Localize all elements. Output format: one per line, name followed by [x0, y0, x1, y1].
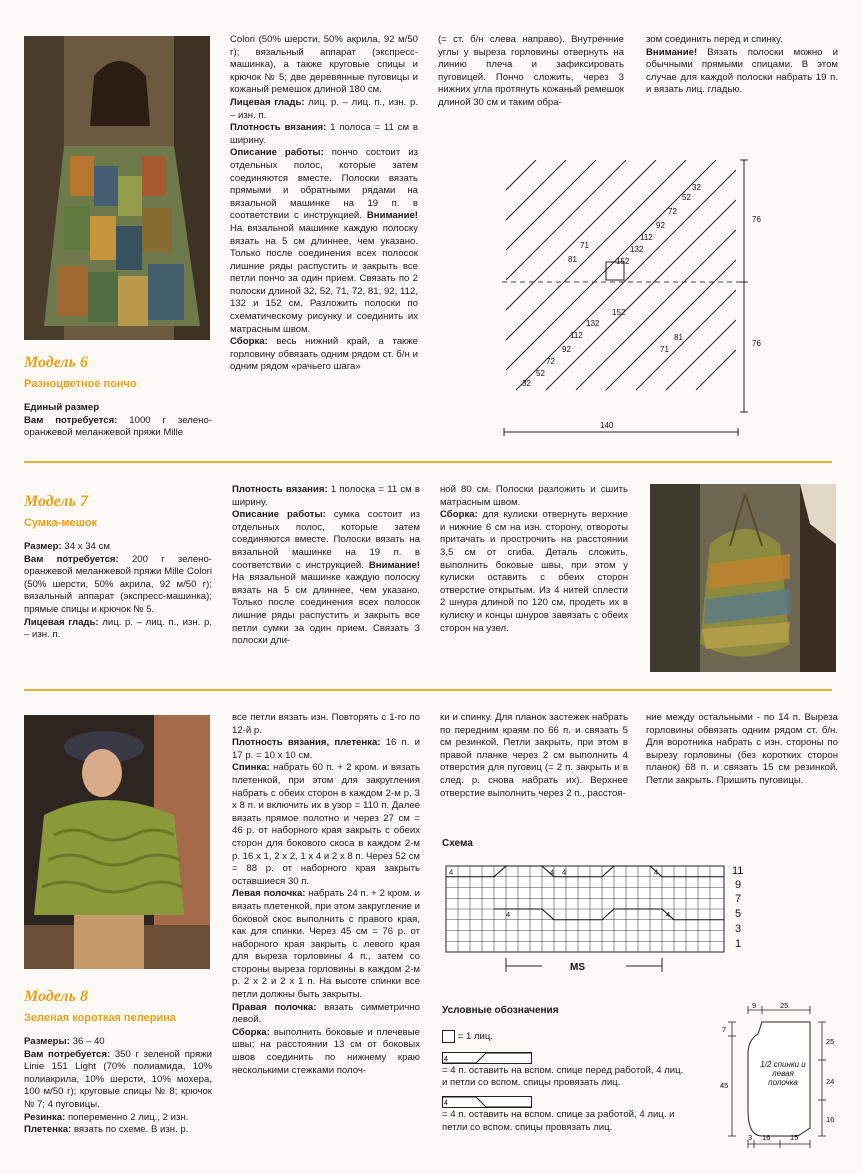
- col3-text: (= ст. б/н слева направо). Внутренние углы у выреза горловины отвернуть на линию плеча и зафиксировать пуговицей. Пончо сложить, через 3 нижних угла протянуть кожаный ремешок длиной 30 см и таким обра-: [438, 34, 624, 108]
- poncho-photo: [24, 36, 210, 340]
- need-label: Вам потребуется:: [24, 1048, 111, 1060]
- dim: 9: [752, 1001, 757, 1010]
- warn-text: На вязальной машинке каждую полоску вязать на 5 см длиннее, чем указано. Только после соединения всех полосок лишние ряды распустить и закрыть все петли сумки за один прием. Связать 3 полоски дли-: [232, 572, 420, 647]
- materials-text: Colori (50% шерсти, 50% акрила, 92 м/50 г); вязальный аппарат (экспресс-машинка), а также круговые спицы и крючок № 5; две деревянные пуговицы и кожаный ремешок длиной 180 см.: [230, 34, 418, 96]
- chart-cell: 4: [550, 867, 555, 877]
- model-6-col4: [646, 34, 838, 97]
- strip-label: 71: [580, 241, 589, 250]
- legend-row-2: [442, 1052, 688, 1090]
- warn-label: Внимание!: [368, 559, 420, 571]
- model-8-title: Модель 8: [24, 988, 88, 1005]
- need-label: Вам потребуется:: [24, 414, 118, 426]
- model-7-col3: [440, 484, 628, 635]
- model-8-col1: [24, 1036, 212, 1137]
- chart-cell: 4: [666, 910, 671, 919]
- left-label: Левая полочка:: [232, 888, 306, 900]
- model-8-col3: [440, 712, 628, 800]
- legend-row-3: [442, 1096, 688, 1134]
- cable-back-icon: [442, 1096, 532, 1108]
- left-text: набрать 24 п. + 2 кром. и вязать плетенкой, при этом закругление и боковой скос выполнить с правого края, как для спинки. Через 45 см = 76 р. от наборного края закрыть с левого края для выреза горловины 4 п., затем со стороны выреза горловины в каждом 2-м р. 2 х 2 и 2 х 1 п. На высоте спинки все петли должны быть закрыты.: [232, 888, 420, 1001]
- col3-text: ки и спинку. Для планок застежек набрать по передним краям по 66 п. и связать 5 см резинкой. Петли закрыть, при этом в правой планке через 2 см выполнить 4 отверстия для пуговиц (= 2 п. закрыть и в след. р. снова набрать их). Верхнее отверстие выполнить через 2 п., расстоя-: [440, 712, 628, 799]
- density-text: 16 п. и 17 р. = 10 х 10 см.: [232, 737, 420, 761]
- warn-text: На вязальной машинке каждую полоску вязать на 5 см длиннее, чем указано. Только после соединения всех полосок лишние ряды распустить и закрыть все петли пончо за один прием. Связать по 2 полоски длиной 32, 52, 71, 72, 81, 92, 112, 132 и 152 см. Разложить полоски по схематическому рисунку и соединить их матрасным швом.: [230, 222, 418, 335]
- face-text: лиц. р. – лиц. п., изн. р. – изн. п.: [230, 96, 418, 121]
- chart-cell: 4: [506, 910, 511, 919]
- strip-label: 81: [674, 333, 683, 342]
- legend-row-1: [442, 1030, 688, 1044]
- schema-label: Схема: [442, 838, 473, 849]
- back-text: набрать 60 п. + 2 кром. и вязать плетенкой, при этом для закругления набрать с обеих сторон в каждом 2-м р. 3 х 8 п. и включить их в узор = 110 п. Далее вязать прямое полотно и через 27 см = 46 р. от наборного края закрыть с обеих сторон для бокового скоса в каждом 2-м р. 16 х 1, 2 х 2, 1 х 4 и 2 х 8 п. Через 52 см = 88 р. от наборного края закрыть оставшиеся 30 п.: [232, 762, 420, 887]
- row-number: 11: [732, 865, 744, 877]
- col4-text: ние между остальными - по 14 п. Выреза горловины обвязать одним рядом ст. б/н. Для воротника набрать с изн. стороны по вырезу горловины (без коротких сторон планок) 68 п. и связать 15 см резинкой. Петли закрыть. Пришить пуговицы.: [646, 712, 838, 786]
- model-6-subtitle: Разноцветное пончо: [24, 378, 137, 390]
- strip-label: 112: [640, 233, 653, 242]
- need-text: 1000 г зелено-оранжевой меланжевой пряжи Mille: [24, 414, 212, 439]
- pattern-piece: [718, 1000, 848, 1148]
- strip-label: 92: [562, 345, 571, 354]
- strip-label: 132: [586, 319, 600, 328]
- model-7-subtitle: Сумка-мешок: [24, 517, 97, 529]
- size-label: Единый размер: [24, 402, 100, 413]
- chart-cell: 4: [449, 867, 454, 877]
- rib-label: Резинка:: [24, 1111, 66, 1123]
- density-label: Плотность вязания, плетенка:: [232, 737, 381, 749]
- dim: 45: [720, 1081, 729, 1090]
- dim: 15: [790, 1133, 799, 1142]
- need-text: 200 г зелено-оранжевой меланжевой пряжи Mille Colori (50% шерсти, 50% акрила, 92 м/50 г); вязальный аппарат (экспресс-машинка); прямые спицы и крючок № 5.: [24, 553, 212, 615]
- face-label: Лицевая гладь:: [230, 96, 305, 108]
- desc-text: пончо состоит из отдельных полос, которые затем соединяются вместе. Полоски вязать прямыми и обратными рядами на вязальной машинке на 19 п. в соответствии с инструкцией.: [230, 147, 418, 222]
- pattern-label: 1/2 спинки и левая полочка: [760, 1060, 806, 1087]
- strip-label: 71: [660, 345, 669, 354]
- strip-label: 32: [522, 379, 531, 388]
- model-6-col3: [438, 34, 624, 110]
- chart-cell: 4: [562, 867, 567, 877]
- dim: 24: [826, 1077, 835, 1086]
- assembly-text: для кулиски отвернуть верхние и нижние 6 см на изн. сторону, отвороты притачать и прострочить на расстоянии 3,5 см от сгиба. Деталь сложить, выполнить боковые швы, при этом у кулиски оставить с обеих сторон отверстие открытым. Из 4 нитей сплести 2 шнура длиной по 120 см, продеть их в кулиску и концы шнуров завязать с обеих сторон на узел.: [440, 509, 628, 634]
- dim: 25: [780, 1001, 789, 1010]
- model-6-title: Модель 6: [24, 354, 88, 371]
- density-label: Плотность вязания:: [232, 484, 328, 495]
- size-label: Размеры:: [24, 1036, 70, 1047]
- strip-label: 152: [612, 308, 626, 317]
- strip-label: 132: [630, 245, 644, 254]
- asm-label: Сборка:: [232, 1026, 270, 1038]
- size-label: Размер:: [24, 541, 62, 552]
- legend: [442, 1030, 688, 1134]
- strip-label: 72: [546, 357, 555, 366]
- knit-chart: [444, 860, 744, 990]
- assembly-label: Сборка:: [440, 509, 478, 521]
- size-text: 34 х 34 см: [64, 541, 110, 552]
- row-number: 5: [735, 908, 742, 920]
- model-7-col2: [232, 484, 420, 648]
- plait-text: вязать по схеме. В изн. р.: [73, 1124, 189, 1136]
- row-number: 9: [735, 879, 742, 891]
- right-text: вязать симметрично левой.: [232, 1001, 420, 1026]
- density-label: Плотность вязания:: [230, 122, 327, 134]
- strip-label: 92: [656, 221, 665, 230]
- cable-front-icon: [442, 1052, 532, 1064]
- rib-text: попеременно 2 лиц., 2 изн.: [67, 1111, 189, 1123]
- strip-label: 152: [616, 257, 630, 266]
- divider: [24, 461, 832, 463]
- assembly-label: Сборка:: [230, 336, 268, 348]
- need-label: Вам потребуется:: [24, 553, 119, 565]
- row-number: 7: [735, 893, 742, 905]
- desc-label: Описание работы:: [230, 147, 324, 159]
- model-7-col1: [24, 541, 212, 642]
- cape-photo: [24, 715, 210, 969]
- legend-sym-number: 4: [444, 1099, 448, 1107]
- model-8-col4: [646, 712, 838, 788]
- strip-label: 52: [682, 193, 691, 202]
- knit-square-icon: [442, 1030, 455, 1043]
- desc-label: Описание работы:: [232, 509, 326, 521]
- dim-height-top: 76: [752, 215, 761, 224]
- strip-label: 32: [692, 183, 701, 192]
- strip-label: 112: [570, 331, 583, 340]
- ms-label: MS: [570, 962, 585, 973]
- density-text: 1 полоса = 11 см в ширину.: [230, 122, 418, 146]
- density-text: 1 полоска = 11 см в ширину.: [232, 484, 420, 508]
- right-label: Правая полочка:: [232, 1001, 317, 1013]
- col2-text: все петли вязать изн. Повторять с 1-го по 12-й р.: [232, 712, 420, 736]
- plait-label: Плетенка:: [24, 1124, 72, 1136]
- face-text: лиц. р. – лиц. п., изн. р. – изн. п.: [24, 616, 212, 641]
- need-text: 350 г зеленой пряжи Linie 151 Light (70% полиамида, 10% полиакрила, 10% шерсти, 10% мохера, 100 м/50 г); круговые спицы № 8; крючок № 7; 4 пуговицы.: [24, 1048, 212, 1110]
- dim-width: 140: [600, 421, 614, 430]
- model-8-subtitle: Зеленая короткая пелерина: [24, 1012, 176, 1024]
- back-label: Спинка:: [232, 762, 270, 774]
- col4-warn-label: Внимание!: [646, 46, 698, 58]
- legend-sym-number: 4: [444, 1055, 448, 1063]
- legend-title: Условные обозначения: [442, 1005, 559, 1016]
- chart-cell: 4: [654, 867, 659, 877]
- divider: [24, 689, 832, 691]
- legend-1-text: = 1 лиц.: [457, 1031, 494, 1043]
- dim: 3: [748, 1133, 753, 1142]
- desc-text: сумка состоит из отдельных полос, которые затем соединяются вместе. Полоски вязать на вязальной машинке на 19 п. в соответствии с инструкцией.: [232, 509, 421, 571]
- dim: 16: [826, 1115, 835, 1124]
- dim: 7: [722, 1025, 727, 1034]
- dim-height-bottom: 76: [752, 339, 761, 348]
- bag-photo: [650, 484, 836, 672]
- poncho-diagram: [496, 150, 776, 440]
- warn-label: Внимание!: [366, 210, 418, 222]
- col4-text: зом соединить перед и спинку.: [646, 34, 783, 45]
- assembly-text: весь нижний край, а также горловину обвязать одним рядом ст. б/н и одним рядом «рачьего шага»: [230, 336, 418, 373]
- col3-text: ной 80 см. Полоски разложить и сшить матрасным швом.: [440, 484, 628, 508]
- row-number: 3: [735, 923, 742, 935]
- strip-label: 52: [536, 369, 545, 378]
- model-7-title: Модель 7: [24, 493, 88, 510]
- legend-2-text: = 4 п. оставить на вспом. спице перед работой, 4 лиц. и петли со вспом. спицы провязать лиц.: [442, 1064, 684, 1089]
- row-number: 1: [735, 938, 742, 950]
- strip-label: 72: [668, 207, 677, 216]
- col4-warn-text: Вязать полоски можно и обычными прямыми спицами. В этом случае для каждой полоски набрать 19 п. и вязать лиц. гладью.: [646, 46, 838, 96]
- model-6-col2: [230, 34, 418, 374]
- face-label: Лицевая гладь:: [24, 616, 99, 628]
- legend-3-text: = 4 п. оставить на вспом. спице за работой, 4 лиц. и петли со вспом. спицы провязать лиц.: [442, 1109, 675, 1133]
- asm-text: выполнить боковые и плечевые швы; на расстоянии 13 см от боковых швов соединить по нижнему краю несколькими стежками полоч-: [232, 1026, 420, 1076]
- dim: 16: [762, 1133, 771, 1142]
- strip-label: 81: [568, 255, 577, 264]
- dim: 25: [826, 1037, 835, 1046]
- model-6-col1: [24, 402, 212, 440]
- size-text: 36 – 40: [72, 1036, 105, 1047]
- model-8-col2: [232, 712, 420, 1077]
